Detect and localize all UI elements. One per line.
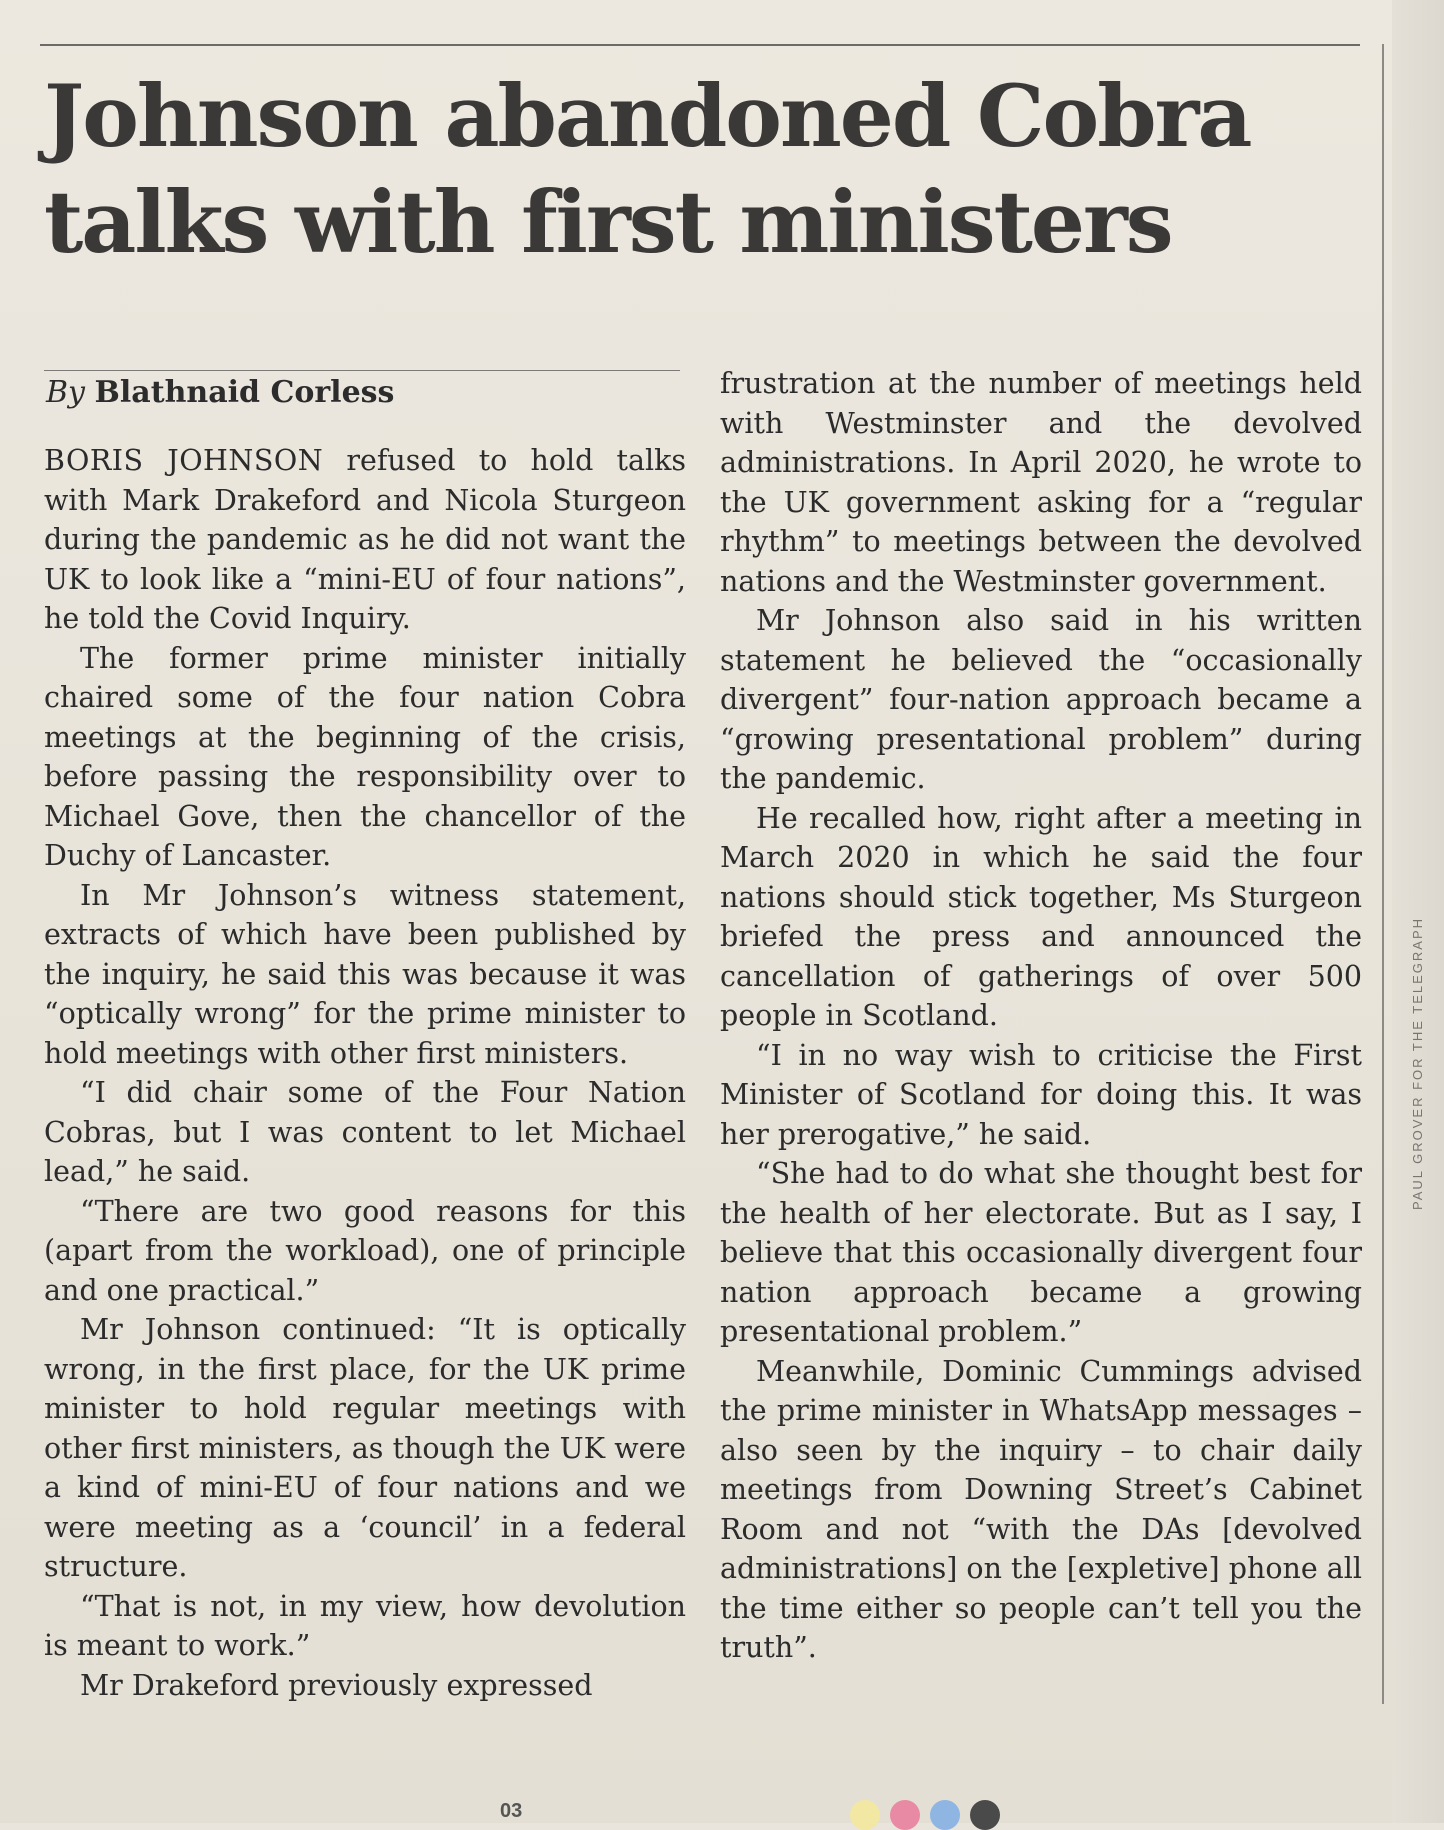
lead-in: BORIS JOHNSON <box>44 444 324 477</box>
byline-rule <box>44 370 680 371</box>
paragraph: “I did chair some of the Four Nation Cobras, but I was content to let Michael lead,” he said. <box>44 1076 686 1188</box>
paragraph: Mr Johnson continued: “It is optically wrong, in the first place, for the UK prime minister to hold regular meetings with other first ministers, as though the UK were a kind of mini-EU of four nations and we were meeting as a ‘council’ in a federal structure. <box>44 1313 686 1583</box>
registration-mark <box>850 1800 880 1830</box>
article-column-1 <box>44 441 686 1705</box>
paragraph: frustration at the number of meetings held with Westminster and the devolved administrations. In April 2020, he wrote to the UK government asking for a “regular rhythm” to meetings between the devolved nations and the Westminster government. <box>720 367 1362 598</box>
paragraph: Meanwhile, Dominic Cummings advised the prime minister in WhatsApp messages – also seen by the inquiry – to chair daily meetings from Downing Street’s Cabinet Room and not “with the DAs [devolved administrations] on the [expletive] phone all the time either so people can’t tell you the truth”. <box>720 1354 1362 1664</box>
byline-prefix: By <box>46 375 85 410</box>
paragraph-text: refused to hold talks with Mark Drakeford and Nicola Sturgeon during the pandemic as he did not want the UK to look like a “mini-EU of four nations”, he told the Covid Inquiry. <box>44 444 687 635</box>
headline-line-2: talks with first ministers <box>44 173 1172 273</box>
paragraph: “There are two good reasons for this (apart from the workload), one of principle and one practical.” <box>44 1194 686 1307</box>
paragraph: “That is not, in my view, how devolution is meant to work.” <box>44 1589 686 1662</box>
page-folio: 03 <box>500 1800 523 1822</box>
paragraph: He recalled how, right after a meeting in March 2020 in which he said the four nations should stick together, Ms Sturgeon briefed the press and announced the cancellation of gatherings of over 500 people in Scotland. <box>720 801 1362 1032</box>
adjacent-page-edge <box>1392 0 1444 1823</box>
paragraph: “I in no way wish to criticise the First Minister of Scotland for doing this. It was her prerogative,” he said. <box>720 1038 1362 1151</box>
registration-mark <box>890 1800 920 1830</box>
photo-credit: PAUL GROVER FOR THE TELEGRAPH <box>1410 916 1425 1210</box>
article-column-2 <box>720 364 1362 1668</box>
column-rule <box>1382 44 1384 1704</box>
byline-author: Blathnaid Corless <box>94 375 395 410</box>
paragraph <box>44 441 686 639</box>
registration-mark <box>970 1800 1000 1830</box>
paragraph: In Mr Johnson’s witness statement, extracts of which have been published by the inquiry, he said this was because it was “optically wrong” for the prime minister to hold meetings with other first ministers. <box>44 878 686 1070</box>
byline <box>46 375 394 410</box>
headline-line-1: Johnson abandoned Cobra <box>44 67 1251 167</box>
paragraph: Mr Drakeford previously expressed <box>80 1668 593 1702</box>
headline <box>44 64 1364 276</box>
top-rule <box>40 44 1360 46</box>
paragraph: “She had to do what she thought best for the health of her electorate. But as I say, I believe that this occasionally divergent four nation approach became a growing presentational problem.” <box>720 1157 1362 1348</box>
paragraph: The former prime minister initially chaired some of the four nation Cobra meetings at the beginning of the crisis, before passing the responsibility over to Michael Gove, then the chancellor of the Duchy of Lancaster. <box>44 641 686 872</box>
paragraph: Mr Johnson also said in his written statement he believed the “occasionally divergent” four-nation approach became a “growing presentational problem” during the pandemic. <box>720 604 1362 795</box>
registration-mark <box>930 1800 960 1830</box>
